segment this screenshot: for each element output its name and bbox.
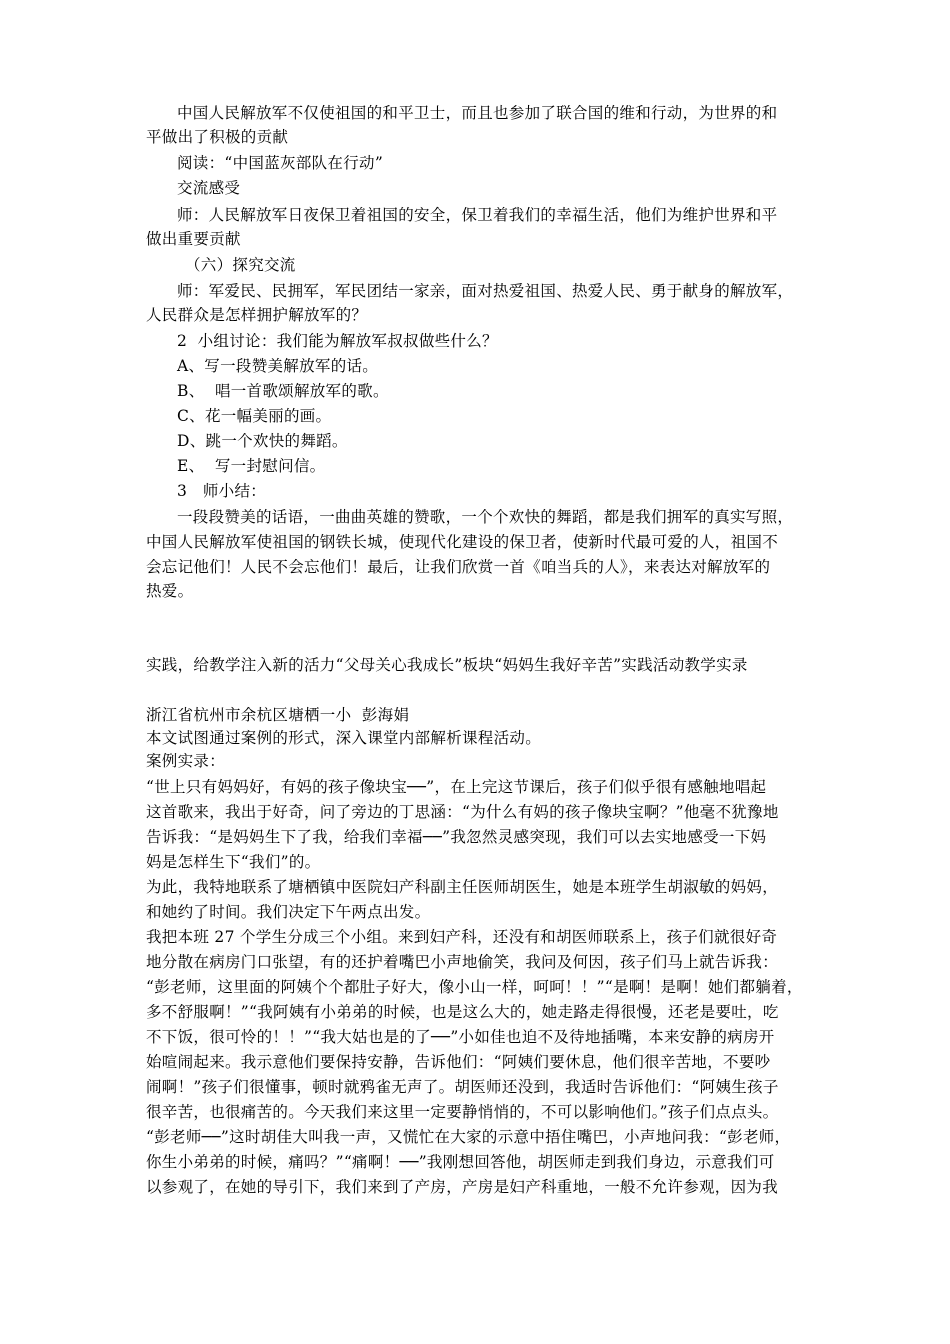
paragraph-line: 一段段赞美的话语，一曲曲英雄的赞歌，一个个欢快的舞蹈，都是我们拥军的真实写照， (177, 508, 794, 526)
paragraph-line: 做出重要贡献 (146, 230, 241, 248)
article-intro: 本文试图通过案例的形式，深入课堂内部解析课程活动。 (146, 729, 542, 747)
paragraph-line: 人民群众是怎样拥护解放军的？ (146, 306, 368, 324)
body-line: 我把本班 27 个学生分成三个小组。来到妇产科，还没有和胡医师联系上，孩子们就很好奇 (146, 928, 778, 946)
paragraph-line: 平做出了积极的贡献 (146, 128, 289, 146)
body-line: 始喧闹起来。我示意他们要保持安静，告诉他们：“阿姨们要休息，他们很辛苦地，不要吵 (146, 1053, 771, 1071)
paragraph-line: 会忘记他们！人民不会忘他们！最后，让我们欣赏一首《咱当兵的人》，来表达对解放军的 (146, 558, 771, 576)
body-line: 这首歌来，我出于好奇，问了旁边的丁思涵：“为什么有妈的孩子像块宝啊？”他毫不犹豫地 (146, 803, 779, 821)
body-line: “彭老师──”这时胡佳大叫我一声，又慌忙在大家的示意中捂住嘴巴，小声地问我：“彭老师， (146, 1128, 791, 1146)
body-line: 很辛苦，也很痛苦的。今天我们来这里一定要静悄悄的，不可以影响他们。”孩子们点点头。 (146, 1103, 779, 1121)
body-line: “彭老师，这里面的阿姨个个都肚子好大，像小山一样，呵呵！！”“是啊！是啊！她们都躺着， (146, 978, 803, 996)
list-heading: 2 小组讨论：我们能为解放军叔叔做些什么？ (177, 332, 498, 350)
list-item: B、 唱一首歌颂解放军的歌。 (177, 382, 389, 400)
list-item: C、花一幅美丽的画。 (177, 407, 332, 425)
article-author: 浙江省杭州市余杭区塘栖一小 彭海娟 (146, 706, 410, 724)
paragraph-line: 师：军爱民、民拥军，军民团结一家亲，面对热爱祖国、热爱人民、勇于献身的解放军， (177, 282, 794, 300)
paragraph-line: 师：人民解放军日夜保卫着祖国的安全，保卫着我们的幸福生活，他们为维护世界和平 (177, 206, 778, 224)
body-line: “世上只有妈妈好，有妈的孩子像块宝──”，在上完这节课后，孩子们似乎很有感触地唱起 (146, 778, 767, 796)
list-item: A、写一段赞美解放军的话。 (177, 357, 379, 375)
body-line: 以参观了，在她的导引下，我们来到了产房，产房是妇产科重地，一般不允许参观，因为我 (146, 1178, 779, 1196)
article-title: 实践，给教学注入新的活力“父母关心我成长”板块“妈妈生我好辛苦”实践活动教学实录 (146, 656, 748, 674)
body-line: 和她约了时间。我们决定下午两点出发。 (146, 903, 431, 921)
paragraph-line: 热爱。 (146, 582, 194, 600)
paragraph-line: 中国人民解放军不仅使祖国的和平卫士，而且也参加了联合国的维和行动，为世界的和 (177, 104, 778, 122)
body-line: 地分散在病房门口张望，有的还护着嘴巴小声地偷笑，我问及何因，孩子们马上就告诉我： (146, 953, 779, 971)
body-line: 妈是怎样生下“我们”的。 (146, 853, 321, 871)
section-heading: （六）探究交流 (185, 256, 296, 274)
body-line: 告诉我：“是妈妈生下了我，给我们幸福──”我忽然灵感突现，我们可以去实地感受一下妈 (146, 828, 767, 846)
list-item: E、 写一封慰问信。 (177, 457, 326, 475)
list-item: D、跳一个欢快的舞蹈。 (177, 432, 348, 450)
body-line: 你生小弟弟的时候，痛吗？”“痛啊！──”我刚想回答他，胡医师走到我们身边，示意我们可 (146, 1153, 775, 1171)
paragraph-line: 中国人民解放军使祖国的钢铁长城，使现代化建设的保卫者，使新时代最可爱的人，祖国不 (146, 533, 779, 551)
case-label: 案例实录： (146, 752, 226, 770)
body-line: 多不舒服啊！”“我阿姨有小弟弟的时候，也是这么大的，她走路走得很慢，还老是要吐，吃 (146, 1003, 779, 1021)
body-line: 为此，我特地联系了塘栖镇中医院妇产科副主任医师胡医生，她是本班学生胡淑敏的妈妈， (146, 878, 779, 896)
body-line: 不下饭，很可怜的！！”“我大姑也是的了──”小如佳也迫不及待地插嘴，本来安静的病房开 (146, 1028, 775, 1046)
paragraph-line: 阅读：“中国蓝灰部队在行动” (177, 154, 384, 172)
paragraph-line: 交流感受 (177, 179, 241, 197)
body-line: 闹啊！”孩子们很懂事，顿时就鸦雀无声了。胡医师还没到，我适时告诉他们：“阿姨生孩子 (146, 1078, 779, 1096)
list-heading: 3 师小结： (177, 482, 267, 500)
